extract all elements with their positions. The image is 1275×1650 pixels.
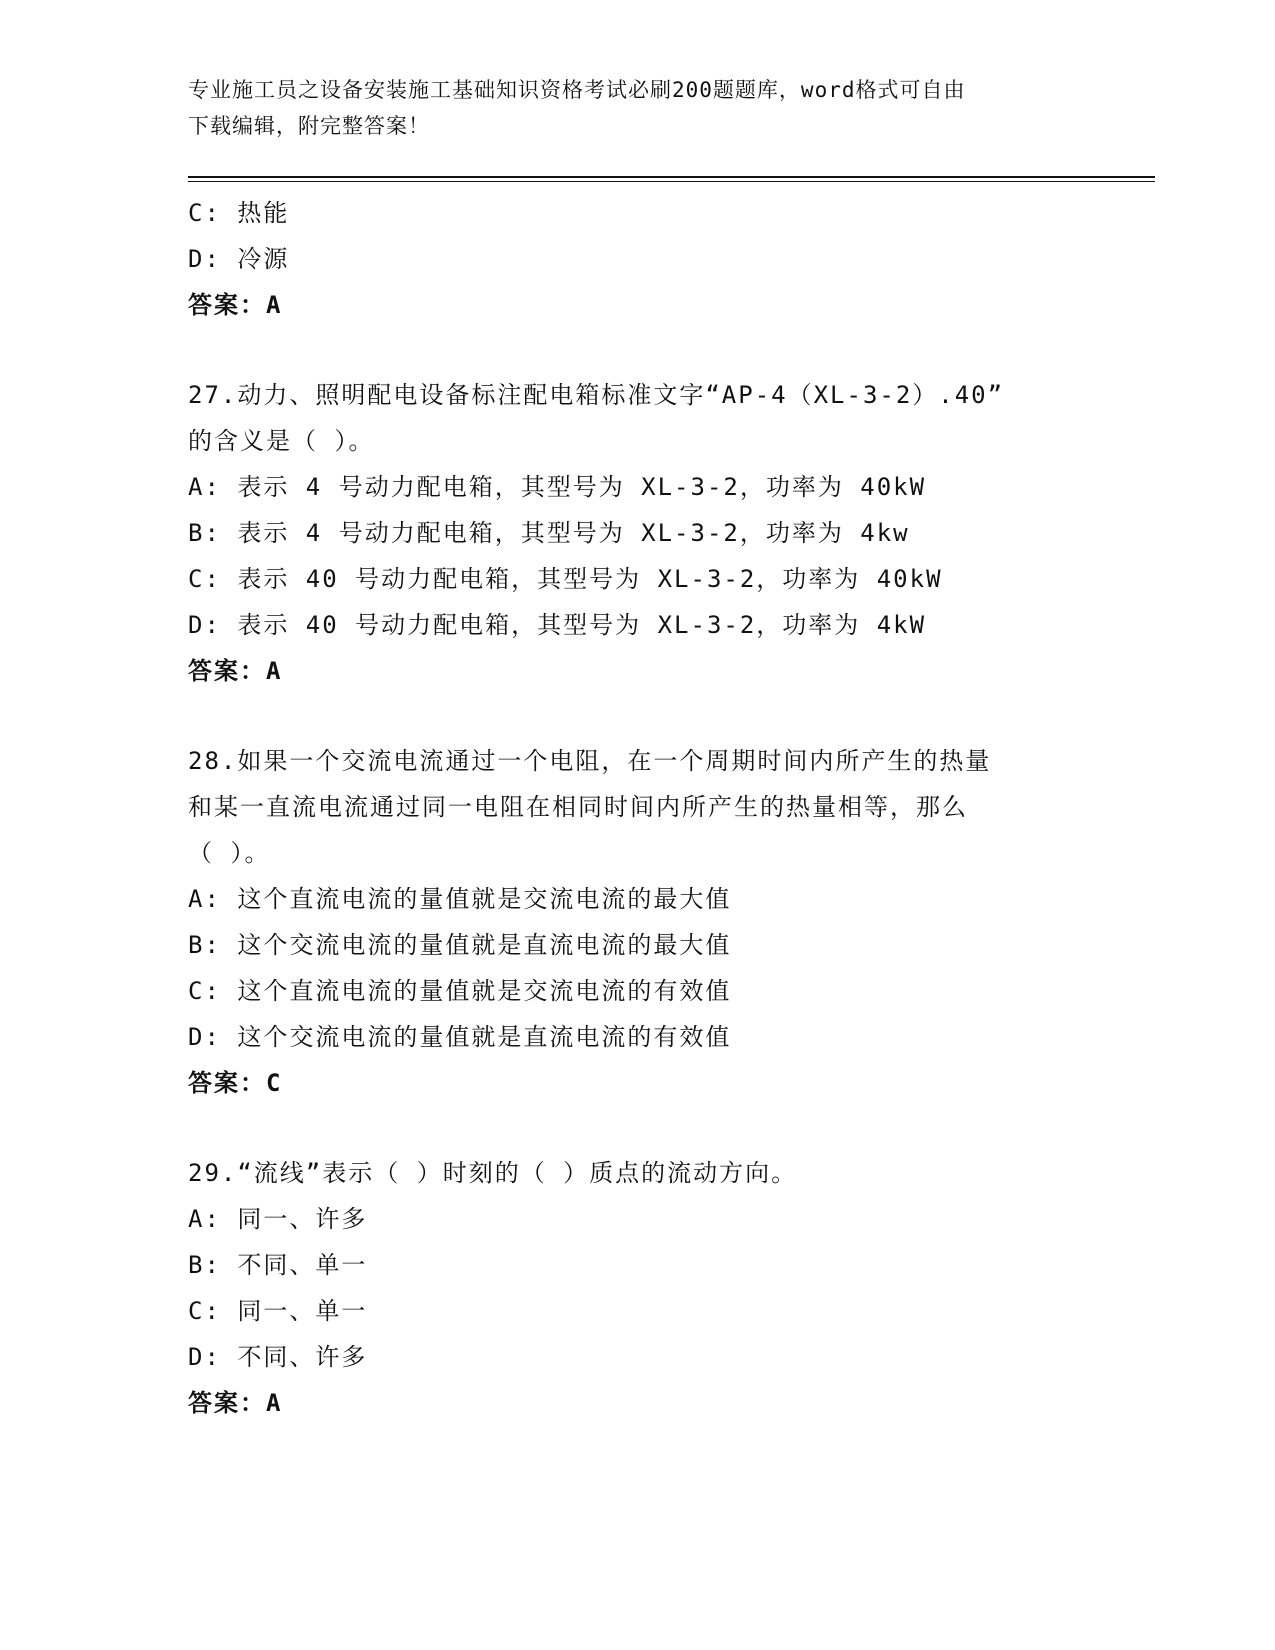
document-header	[188, 72, 1068, 144]
option-b: B: 表示 4 号动力配电箱，其型号为 XL-3-2，功率为 4kw	[188, 519, 910, 547]
header-line-1: 专业施工员之设备安装施工基础知识资格考试必刷200题题库，word格式可自由	[188, 78, 966, 102]
spacer	[188, 1106, 1088, 1150]
question-stem: 29.“流线”表示（ ）时刻的（ ）质点的流动方向。	[188, 1159, 798, 1187]
header-rule-thin	[188, 181, 1155, 182]
option-d: D: 不同、许多	[188, 1343, 368, 1371]
option-d: D: 冷源	[188, 245, 290, 273]
option-a: A: 表示 4 号动力配电箱，其型号为 XL-3-2，功率为 40kW	[188, 473, 927, 501]
question-29	[188, 1150, 1088, 1426]
answer-line: 答案：A	[188, 291, 283, 319]
question-stem: （ ）。	[188, 839, 271, 867]
option-c: C: 表示 40 号动力配电箱，其型号为 XL-3-2，功率为 40kW	[188, 565, 943, 593]
spacer	[188, 328, 1088, 372]
answer-line: 答案：A	[188, 1389, 283, 1417]
header-rule-thick	[188, 176, 1155, 178]
question-27	[188, 372, 1088, 694]
question-stem: 的含义是（ ）。	[188, 427, 375, 455]
option-b: B: 不同、单一	[188, 1251, 368, 1279]
answer-line: 答案：C	[188, 1069, 283, 1097]
header-line-2: 下载编辑，附完整答案！	[188, 114, 430, 138]
answer-line: 答案：A	[188, 657, 283, 685]
question-28	[188, 738, 1088, 1106]
option-d: D: 这个交流电流的量值就是直流电流的有效值	[188, 1023, 732, 1051]
spacer	[188, 694, 1088, 738]
question-content	[188, 190, 1088, 1426]
option-d: D: 表示 40 号动力配电箱，其型号为 XL-3-2，功率为 4kW	[188, 611, 927, 639]
option-a: A: 同一、许多	[188, 1205, 368, 1233]
question-stem: 28.如果一个交流电流通过一个电阻，在一个周期时间内所产生的热量	[188, 747, 992, 775]
option-b: B: 这个交流电流的量值就是直流电流的最大值	[188, 931, 732, 959]
question-26-tail	[188, 190, 1088, 328]
option-c: C: 这个直流电流的量值就是交流电流的有效值	[188, 977, 732, 1005]
question-stem: 27.动力、照明配电设备标注配电箱标准文字“AP-4（XL-3-2）.40”	[188, 381, 1005, 409]
option-c: C: 热能	[188, 199, 290, 227]
option-a: A: 这个直流电流的量值就是交流电流的最大值	[188, 885, 732, 913]
option-c: C: 同一、单一	[188, 1297, 368, 1325]
question-stem: 和某一直流电流通过同一电阻在相同时间内所产生的热量相等，那么	[188, 793, 968, 821]
